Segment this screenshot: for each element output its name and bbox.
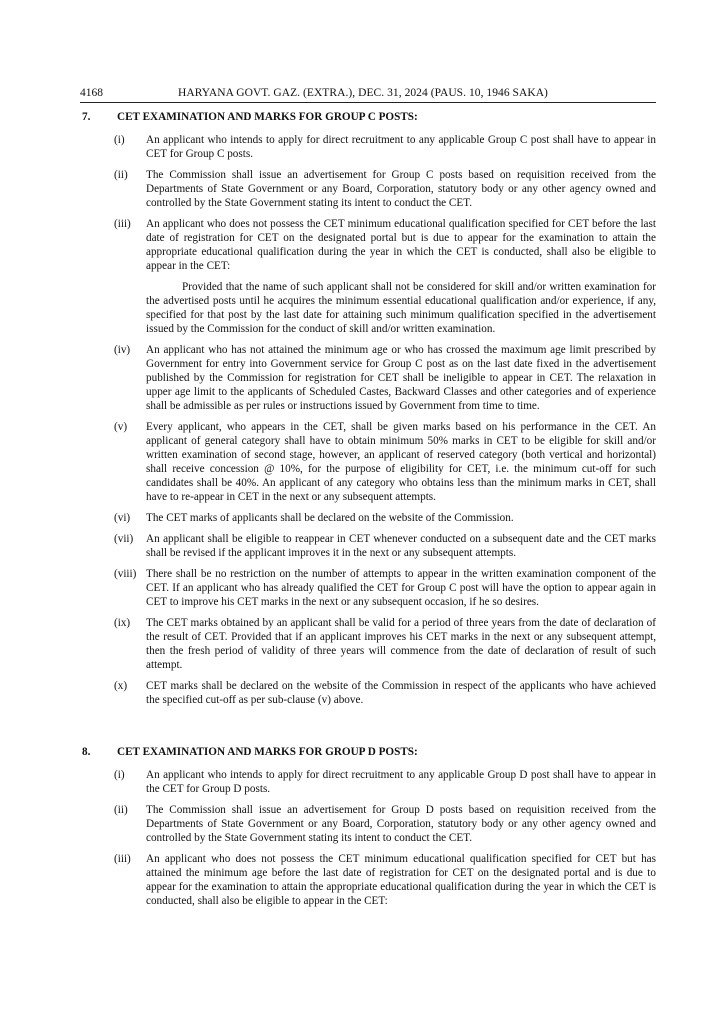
clause-text: An applicant who intends to apply for direct recruitment to any applicable Group D post shall have to appear in the CET for Group D posts. (146, 769, 656, 795)
clause-7-iii (80, 217, 656, 273)
section-heading (80, 110, 656, 126)
clause-label: (vii) (114, 533, 134, 545)
clause-7-vii (80, 532, 656, 560)
clause-8-iii (80, 852, 656, 908)
clause-text: CET marks shall be declared on the website of the Commission in respect of the applicants who have achieved the specified cut-off as per sub-clause (v) above. (146, 680, 656, 706)
clause-text: An applicant who intends to apply for direct recruitment to any applicable Group C post shall have to appear in CET for Group C posts. (146, 134, 656, 160)
gazette-title: HARYANA GOVT. GAZ. (EXTRA.), DEC. 31, 2024 (PAUS. 10, 1946 SAKA) (178, 87, 548, 99)
section-7 (80, 110, 656, 707)
clause-text: An applicant shall be eligible to reappear in CET whenever conducted on a subsequent date and the CET marks shall be revised if the applicant improves it in the next or any subsequent attempts. (146, 533, 656, 559)
clause-text: There shall be no restriction on the number of attempts to appear in the written examination component of the CET. If an applicant who has already qualified the CET for Group C post will have the option to appear again in CET to improve his CET marks in the next or any subsequent occasion, if he so desires. (146, 568, 656, 608)
clause-text: An applicant who does not possess the CET minimum educational qualification specified for CET before the last date of registration for CET on the designated portal but is due to appear for the examination to attain the appropriate educational qualification during the year in which the CET is conducted, shall also be eligible to appear in the CET: (146, 218, 656, 272)
clause-label: (i) (114, 769, 125, 781)
clause-label: (ii) (114, 804, 128, 816)
clause-label: (iii) (114, 218, 131, 230)
section-number: 7. (82, 111, 91, 123)
clause-label: (viii) (114, 568, 137, 580)
clause-text: The Commission shall issue an advertisement for Group C posts based on requisition received from the Departments of State Government or any Board, Corporation, statutory body or any other agency owned and controlled by the State Government stating its intent to conduct the CET. (146, 169, 656, 209)
clause-label: (iii) (114, 853, 131, 865)
clause-text: An applicant who has not attained the minimum age or who has crossed the maximum age limit prescribed by Government for entry into Government service for Group C post as on the last date fixed in the advertisement published by the Commission for registration for CET shall be ineligible to appear in CET. The relaxation in upper age limit to the applicants of Scheduled Castes, Backward Classes and other categories and of experience shall be admissible as per rules or instructions issued by Government from time to time. (146, 344, 656, 412)
section-number: 8. (82, 746, 91, 758)
clause-7-viii (80, 567, 656, 609)
clause-text: Every applicant, who appears in the CET, shall be given marks based on his performance in the CET. An applicant of general category shall have to obtain minimum 50% marks in CET to be eligible for skill and/or written examination of second stage, however, an applicant of reserved category (both vertical and horizontal) shall receive concession @ 10%, for the purpose of eligibility for CET, i.e. the minimum cut-off for such candidates shall be 40%. An applicant of any category who obtains less than the minimum marks in CET, shall have to re-appear in CET in the next or any subsequent attempts. (146, 421, 656, 503)
clause-text: The CET marks of applicants shall be declared on the website of the Commission. (146, 512, 514, 524)
section-title: CET EXAMINATION AND MARKS FOR GROUP D POSTS: (117, 746, 418, 758)
proviso-paragraph: Provided that the name of such applicant shall not be considered for skill and/or written examination for the advertised posts until he acquires the minimum essential educational qualification and/or experience, if any, specified for that post by the last date for attaining such minimum qualification specified in the advertisement issued by the Commission for the conduct of skill and/or written examination. (146, 281, 656, 335)
clause-text: An applicant who does not possess the CET minimum educational qualification specified for CET but has attained the minimum age before the last date of registration for CET on the designated portal and is due to appear for the examination to attain the appropriate educational qualification during the year in which the CET is conducted, shall also be eligible to appear in the CET: (146, 853, 656, 907)
clause-label: (i) (114, 134, 125, 146)
clause-7-x (80, 679, 656, 707)
clause-label: (ix) (114, 617, 131, 629)
clause-label: (v) (114, 421, 128, 433)
clause-label: (ii) (114, 169, 128, 181)
clause-7-vi (80, 511, 656, 525)
clause-label: (x) (114, 680, 128, 692)
clause-label: (iv) (114, 344, 131, 356)
section-8 (80, 745, 656, 908)
page-header (80, 86, 656, 103)
clause-8-i (80, 768, 656, 796)
page-number: 4168 (80, 87, 103, 99)
clause-text: The CET marks obtained by an applicant shall be valid for a period of three years from the date of declaration of the result of CET. Provided that if an applicant improves his CET marks in the next or any subsequent attempt, then the fresh period of validity of three years will commence from the date of declaration of result of such attempt. (146, 617, 656, 671)
clause-label: (vi) (114, 512, 131, 524)
clause-7-iv (80, 343, 656, 413)
clause-7-i (80, 133, 656, 161)
clause-8-ii (80, 803, 656, 845)
section-title: CET EXAMINATION AND MARKS FOR GROUP C POSTS: (117, 111, 418, 123)
section-heading (80, 745, 656, 761)
clause-7-ix (80, 616, 656, 672)
clause-7-v (80, 420, 656, 504)
clause-7-ii (80, 168, 656, 210)
clause-text: The Commission shall issue an advertisement for Group D posts based on requisition received from the Departments of State Government or any Board, Corporation, statutory body or any other agency owned and controlled by the State Government stating its intent to conduct the CET. (146, 804, 656, 844)
